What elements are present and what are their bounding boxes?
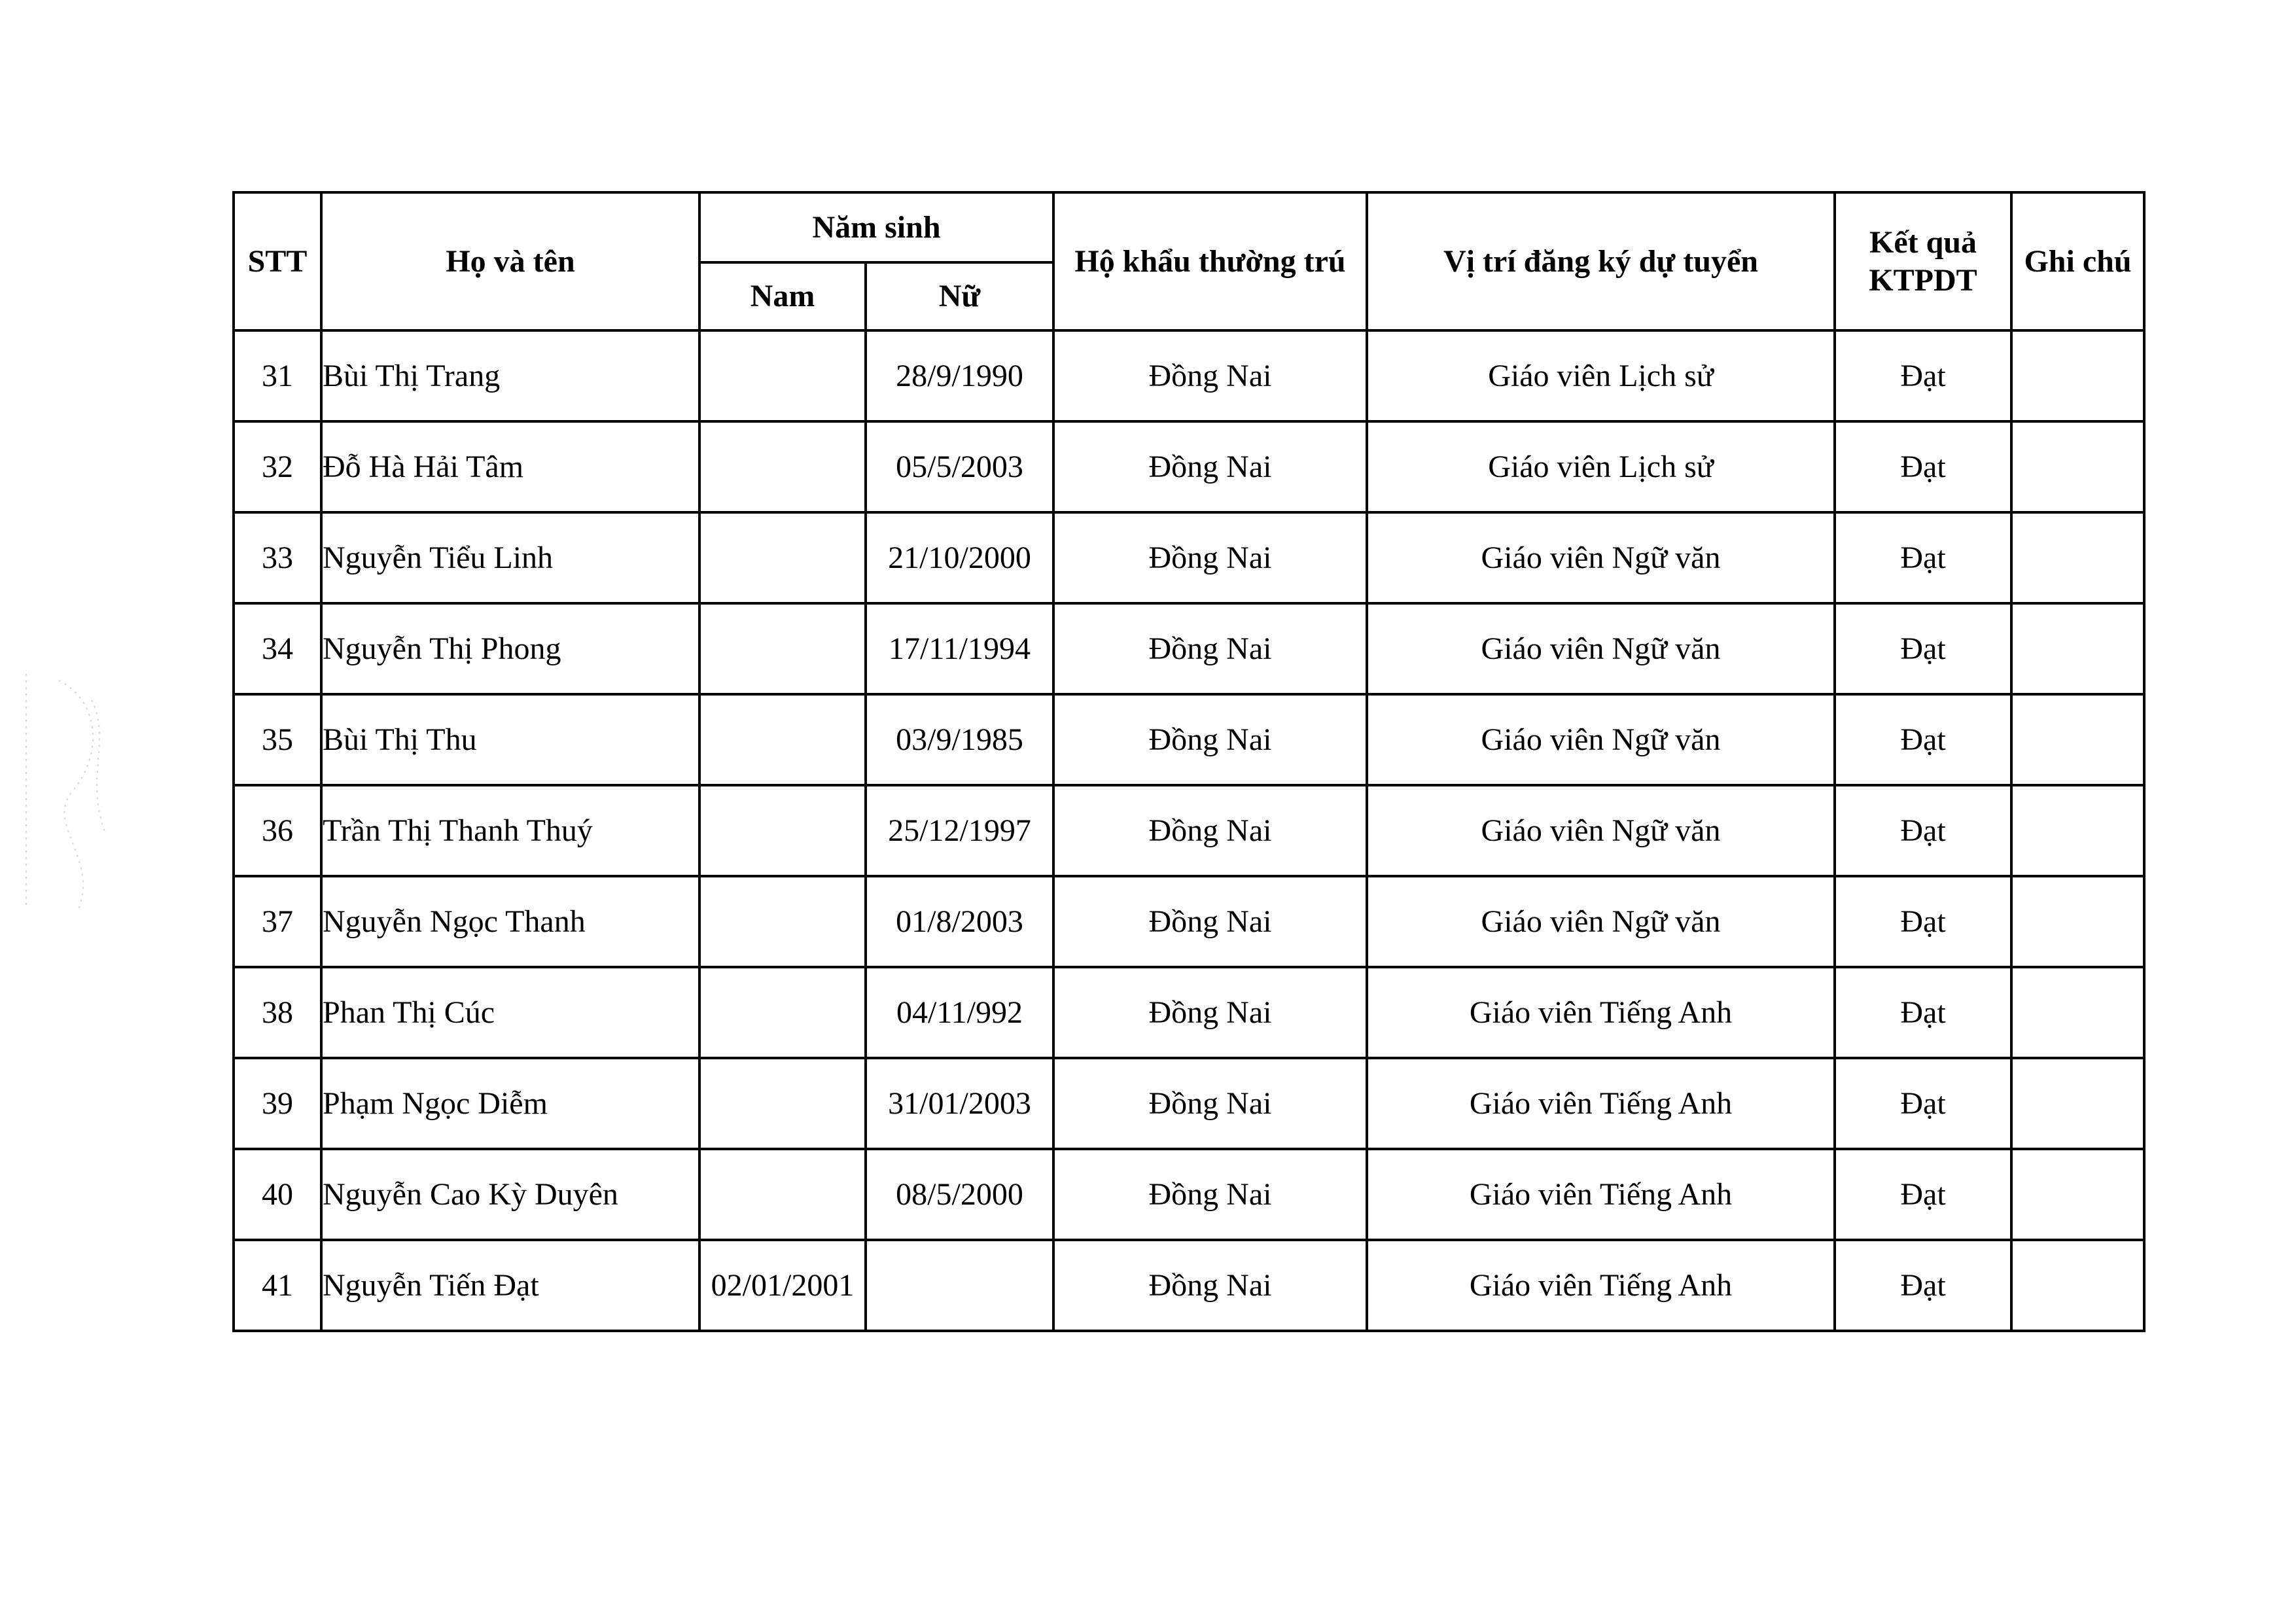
table-row	[234, 603, 2144, 694]
candidate-table	[232, 191, 2146, 1332]
cell-stt: 33	[234, 512, 321, 603]
cell-note	[2011, 876, 2144, 967]
cell-male-birth: 02/01/2001	[699, 1240, 866, 1331]
cell-residence: Đồng Nai	[1053, 967, 1367, 1058]
cell-result: Đạt	[1835, 330, 2011, 421]
table-row	[234, 330, 2144, 421]
cell-result: Đạt	[1835, 603, 2011, 694]
cell-male-birth	[699, 876, 866, 967]
cell-stt: 38	[234, 967, 321, 1058]
cell-position: Giáo viên Tiếng Anh	[1367, 1058, 1835, 1149]
cell-residence: Đồng Nai	[1053, 1240, 1367, 1331]
cell-name: Nguyễn Cao Kỳ Duyên	[321, 1149, 699, 1240]
header-birth-year: Năm sinh	[699, 192, 1053, 262]
cell-name: Nguyễn Ngọc Thanh	[321, 876, 699, 967]
table-row	[234, 1058, 2144, 1149]
cell-female-birth: 21/10/2000	[866, 512, 1053, 603]
cell-result: Đạt	[1835, 1240, 2011, 1331]
cell-position: Giáo viên Lịch sử	[1367, 330, 1835, 421]
cell-female-birth: 04/11/992	[866, 967, 1053, 1058]
cell-female-birth: 31/01/2003	[866, 1058, 1053, 1149]
cell-note	[2011, 603, 2144, 694]
table-row	[234, 967, 2144, 1058]
cell-stt: 36	[234, 785, 321, 876]
cell-female-birth: 01/8/2003	[866, 876, 1053, 967]
cell-position: Giáo viên Tiếng Anh	[1367, 967, 1835, 1058]
cell-result: Đạt	[1835, 967, 2011, 1058]
cell-male-birth	[699, 1058, 866, 1149]
cell-stt: 37	[234, 876, 321, 967]
cell-note	[2011, 512, 2144, 603]
cell-male-birth	[699, 785, 866, 876]
cell-residence: Đồng Nai	[1053, 694, 1367, 785]
cell-result: Đạt	[1835, 694, 2011, 785]
header-male: Nam	[699, 262, 866, 330]
cell-result: Đạt	[1835, 512, 2011, 603]
cell-female-birth: 17/11/1994	[866, 603, 1053, 694]
cell-note	[2011, 421, 2144, 512]
cell-name: Bùi Thị Thu	[321, 694, 699, 785]
cell-note	[2011, 1149, 2144, 1240]
cell-result: Đạt	[1835, 785, 2011, 876]
cell-female-birth: 28/9/1990	[866, 330, 1053, 421]
cell-male-birth	[699, 603, 866, 694]
cell-position: Giáo viên Lịch sử	[1367, 421, 1835, 512]
table-row	[234, 1240, 2144, 1331]
cell-residence: Đồng Nai	[1053, 603, 1367, 694]
cell-male-birth	[699, 1149, 866, 1240]
cell-name: Nguyễn Tiến Đạt	[321, 1240, 699, 1331]
header-stt: STT	[234, 192, 321, 330]
cell-note	[2011, 694, 2144, 785]
cell-stt: 39	[234, 1058, 321, 1149]
cell-stt: 40	[234, 1149, 321, 1240]
header-residence: Hộ khẩu thường trú	[1053, 192, 1367, 330]
cell-note	[2011, 330, 2144, 421]
header-result	[1835, 192, 2011, 330]
cell-result: Đạt	[1835, 1058, 2011, 1149]
cell-name: Đỗ Hà Hải Tâm	[321, 421, 699, 512]
table-row	[234, 1149, 2144, 1240]
cell-position: Giáo viên Ngữ văn	[1367, 603, 1835, 694]
cell-male-birth	[699, 694, 866, 785]
cell-female-birth	[866, 1240, 1053, 1331]
cell-residence: Đồng Nai	[1053, 1058, 1367, 1149]
cell-position: Giáo viên Tiếng Anh	[1367, 1240, 1835, 1331]
cell-stt: 41	[234, 1240, 321, 1331]
cell-residence: Đồng Nai	[1053, 1149, 1367, 1240]
cell-name: Phạm Ngọc Diễm	[321, 1058, 699, 1149]
cell-stt: 32	[234, 421, 321, 512]
cell-position: Giáo viên Ngữ văn	[1367, 785, 1835, 876]
cell-residence: Đồng Nai	[1053, 876, 1367, 967]
cell-residence: Đồng Nai	[1053, 330, 1367, 421]
table-row	[234, 694, 2144, 785]
header-result-line2: KTPDT	[1869, 262, 1977, 298]
cell-result: Đạt	[1835, 876, 2011, 967]
cell-female-birth: 08/5/2000	[866, 1149, 1053, 1240]
cell-stt: 31	[234, 330, 321, 421]
cell-name: Nguyễn Thị Phong	[321, 603, 699, 694]
cell-male-birth	[699, 512, 866, 603]
cell-note	[2011, 1240, 2144, 1331]
cell-residence: Đồng Nai	[1053, 421, 1367, 512]
cell-position: Giáo viên Ngữ văn	[1367, 694, 1835, 785]
cell-note	[2011, 967, 2144, 1058]
cell-result: Đạt	[1835, 1149, 2011, 1240]
table-row	[234, 421, 2144, 512]
cell-residence: Đồng Nai	[1053, 512, 1367, 603]
table-body	[234, 330, 2144, 1331]
cell-stt: 34	[234, 603, 321, 694]
header-position: Vị trí đăng ký dự tuyển	[1367, 192, 1835, 330]
cell-position: Giáo viên Ngữ văn	[1367, 512, 1835, 603]
cell-female-birth: 25/12/1997	[866, 785, 1053, 876]
cell-residence: Đồng Nai	[1053, 785, 1367, 876]
cell-male-birth	[699, 967, 866, 1058]
table-row	[234, 785, 2144, 876]
cell-name: Trần Thị Thanh Thuý	[321, 785, 699, 876]
cell-name: Nguyễn Tiểu Linh	[321, 512, 699, 603]
header-name: Họ và tên	[321, 192, 699, 330]
cell-stt: 35	[234, 694, 321, 785]
table-row	[234, 512, 2144, 603]
header-result-line1: Kết quả	[1869, 224, 1977, 260]
cell-male-birth	[699, 421, 866, 512]
header-female: Nữ	[866, 262, 1053, 330]
cell-position: Giáo viên Ngữ văn	[1367, 876, 1835, 967]
cell-female-birth: 05/5/2003	[866, 421, 1053, 512]
cell-note	[2011, 1058, 2144, 1149]
cell-name: Phan Thị Cúc	[321, 967, 699, 1058]
table-row	[234, 876, 2144, 967]
header-note: Ghi chú	[2011, 192, 2144, 330]
cell-name: Bùi Thị Trang	[321, 330, 699, 421]
cell-position: Giáo viên Tiếng Anh	[1367, 1149, 1835, 1240]
cell-male-birth	[699, 330, 866, 421]
cell-note	[2011, 785, 2144, 876]
faint-stamp-mark	[20, 661, 118, 923]
cell-result: Đạt	[1835, 421, 2011, 512]
table-header	[234, 192, 2144, 330]
cell-female-birth: 03/9/1985	[866, 694, 1053, 785]
